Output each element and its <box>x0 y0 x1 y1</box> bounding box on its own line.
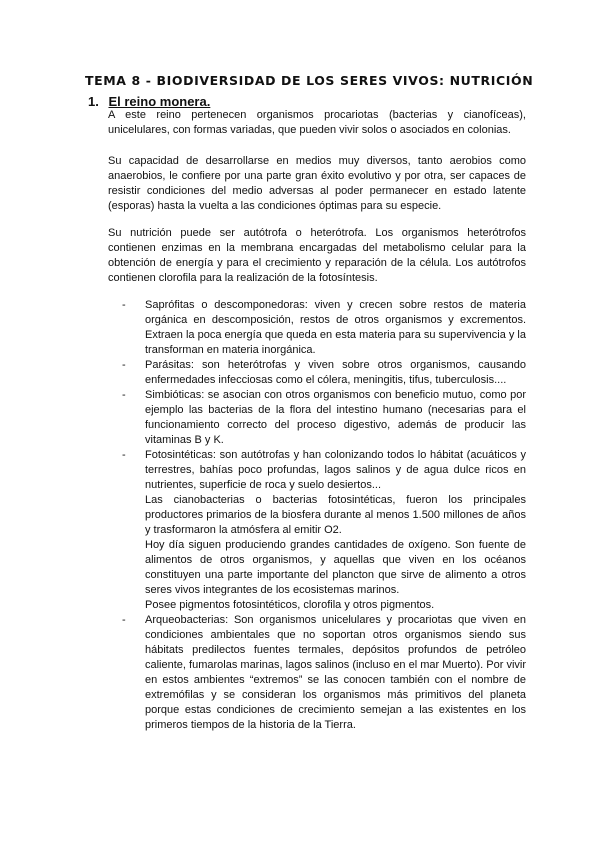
list-bullet: - <box>122 614 126 626</box>
list-item-text: Hoy día siguen produciendo grandes cantidades de oxígeno. Son fuente de alimentos de otros organismos, y aquellas que viven en los océanos constituyen una parte importante del plancton que sirve de alimento a otros seres vivos integrantes de los ecosistemas marinos. <box>145 539 526 596</box>
list-item-text: Fotosintéticas: son autótrofas y han colonizando todos lo hábitat (acuáticos y terrestres, bahías poco profundas, lagos salinos y de agua dulce ricos en nutrientes, superficie de roca y suelo desiertos... <box>145 449 526 491</box>
page-title: TEMA 8 - BIODIVERSIDAD DE LOS SERES VIVOS: NUTRICIÓN <box>85 73 534 88</box>
list-item-text: Posee pigmentos fotosintéticos, clorofila y otros pigmentos. <box>145 599 435 611</box>
list-item-text: Simbióticas: se asocian con otros organismos con beneficio mutuo, como por ejemplo las bacterias de la flora del intestino humano (necesarias para el funcionamiento correcto del proceso digestivo, además de producir las vitaminas B y K. <box>145 389 526 446</box>
list-bullet: - <box>122 449 126 461</box>
section-number: 1. <box>88 94 99 109</box>
capacity-paragraph: Su capacidad de desarrollarse en medios muy diversos, tanto aerobios como anaerobios, le confiere por una parte gran éxito evolutivo y por otra, ser capaces de resistir condiciones del medio adversas al poder permanecer en estado latente (esporas) hasta la vuelta a las condiciones óptimas para su especie. <box>108 155 526 212</box>
list-item-fotosinteticas <box>122 448 526 613</box>
list-item-text: Las cianobacterias o bacterias fotosintéticas, fueron los principales productores primarios de la biosfera durante al menos 1.500 millones de años y trasformaron la atmósfera al emitir O2. <box>145 494 526 536</box>
bacteria-types-list <box>122 298 526 733</box>
list-bullet: - <box>122 359 126 371</box>
nutrition-paragraph: Su nutrición puede ser autótrofa o heterótrofa. Los organismos heterótrofos contienen enzimas en la membrana encargadas del metabolismo celular para la obtención de energía y para el crecimiento y reparación de la célula. Los autótrofos contienen clorofila para la realización de la fotosíntesis. <box>108 227 526 284</box>
list-item-text: Parásitas: son heterótrofas y viven sobre otros organismos, causando enfermedades infecciosas como el cólera, meningitis, tifus, tuberculosis.... <box>145 359 526 386</box>
list-item-text: Arqueobacterias: Son organismos unicelulares y procariotas que viven en condiciones ambientales que no soportan otros organismos siendo sus hábitats predilectos fuentes termales, depósitos profundos de petróleo caliente, fumarolas marinas, lagos salinos (incluso en el mar Muerto). Por vivir en estos ambientes “extremos” se las conocen también con el nombre de extremófilas y se consideran los organismos más primitivos del planeta porque estas condiciones de crecimiento semejan a las existentes en los primeros tiempos de la historia de la Tierra. <box>145 614 526 731</box>
list-item-saprofitas <box>122 298 526 358</box>
section-label: El reino monera. <box>108 94 211 109</box>
list-item-arqueobacterias <box>122 613 526 733</box>
section-heading <box>88 94 210 109</box>
list-item-parasitas <box>122 358 526 388</box>
list-bullet: - <box>122 389 126 401</box>
list-item-text: Saprófitas o descomponedoras: viven y crecen sobre restos de materia orgánica en descomposición, restos de otros organismos y excrementos. Extraen la poca energía que queda en esta materia para su supervivencia y la transforman en materia inorgánica. <box>145 299 526 356</box>
list-item-simbioticas <box>122 388 526 448</box>
list-bullet: - <box>122 299 126 311</box>
intro-paragraph: A este reino pertenecen organismos procariotas (bacterias y cianofíceas), unicelulares, con formas variadas, que pueden vivir solos o asociados en colonias. <box>108 109 526 136</box>
